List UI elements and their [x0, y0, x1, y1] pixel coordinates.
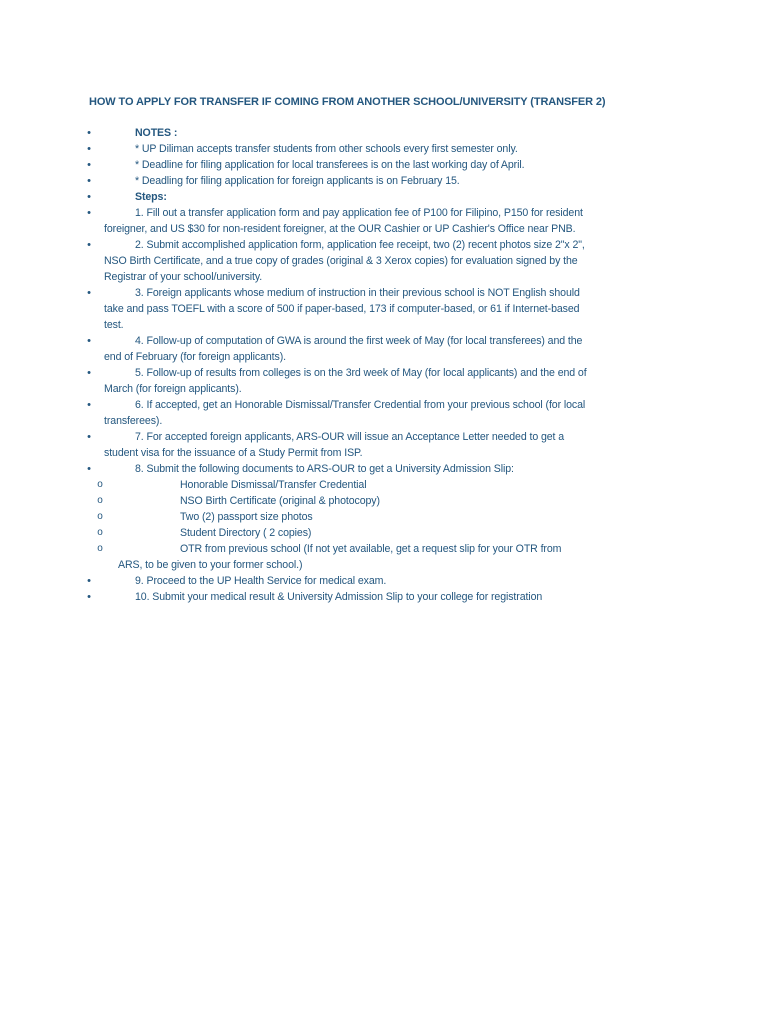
list-item-text: 5. Follow-up of results from colleges is on the 3rd week of May (for local applicants) and the end of March (for foreign applicants).	[104, 367, 587, 395]
list-item-text: 4. Follow-up of computation of GWA is around the first week of May (for local transferees) and the end of February (for foreign applicants).	[104, 335, 583, 363]
sub-list-item	[0, 541, 583, 573]
bullet-icon: •	[87, 159, 91, 171]
bullet-icon: •	[87, 287, 91, 299]
list-item-text: * Deadling for filing application for foreign applicants is on February 15.	[135, 175, 460, 187]
bullet-icon: •	[87, 207, 91, 219]
list-item-text: 6. If accepted, get an Honorable Dismissal/Transfer Credential from your previous school (for local transferees).	[104, 399, 586, 427]
list-item-text: NSO Birth Certificate (original & photocopy)	[180, 495, 380, 507]
list-item-text: 7. For accepted foreign applicants, ARS-OUR will issue an Acceptance Letter needed to get a student visa for the issuance of a Study Permit from ISP.	[104, 431, 565, 459]
circle-bullet-icon: o	[97, 543, 103, 554]
bullet-icon: •	[87, 431, 91, 443]
instruction-list	[0, 125, 768, 605]
list-item	[0, 205, 600, 237]
list-item-text: 10. Submit your medical result & University Admission Slip to your college for registration	[135, 591, 543, 603]
list-item	[0, 237, 600, 285]
sub-list-item	[0, 509, 583, 525]
list-item-text: 9. Proceed to the UP Health Service for medical exam.	[135, 575, 387, 587]
list-item	[0, 365, 600, 397]
list-item-text: 2. Submit accomplished application form, application fee receipt, two (2) recent photos size 2"x 2", NSO Birth Certificate, and a true copy of grades (original & 3 Xerox copies) for evaluation signed by the Registrar of your school/university.	[104, 239, 585, 283]
list-item	[0, 573, 600, 589]
list-item	[0, 285, 600, 333]
list-item	[0, 589, 600, 605]
list-item	[0, 141, 600, 157]
list-item-text: Student Directory ( 2 copies)	[180, 527, 312, 539]
list-item	[0, 397, 600, 429]
circle-bullet-icon: o	[97, 495, 103, 506]
list-item	[0, 333, 600, 365]
sub-list-item	[0, 525, 583, 541]
document-title: HOW TO APPLY FOR TRANSFER IF COMING FROM ANOTHER SCHOOL/UNIVERSITY (TRANSFER 2)	[89, 96, 606, 108]
list-item	[0, 429, 600, 461]
list-item-text: 1. Fill out a transfer application form and pay application fee of P100 for Filipino, P150 for resident foreigner, and US $30 for non-resident foreigner, at the OUR Cashier or UP Cashier's Office near PNB.	[104, 207, 583, 235]
bullet-icon: •	[87, 191, 91, 203]
list-item	[0, 125, 600, 141]
list-item-text: Honorable Dismissal/Transfer Credential	[180, 479, 367, 491]
list-item-text: 8. Submit the following documents to ARS-OUR to get a University Admission Slip:	[135, 463, 514, 475]
bullet-icon: •	[87, 575, 91, 587]
section-heading: Steps:	[135, 191, 167, 203]
sub-list-item	[0, 477, 583, 493]
list-item	[0, 157, 600, 173]
list-item-text: * Deadline for filing application for local transferees is on the last working day of April.	[135, 159, 525, 171]
sub-list-item	[0, 493, 583, 509]
circle-bullet-icon: o	[97, 511, 103, 522]
bullet-icon: •	[87, 399, 91, 411]
bullet-icon: •	[87, 175, 91, 187]
circle-bullet-icon: o	[97, 527, 103, 538]
list-item-text: Two (2) passport size photos	[180, 511, 313, 523]
circle-bullet-icon: o	[97, 479, 103, 490]
list-item	[0, 173, 600, 189]
list-item	[0, 189, 600, 205]
list-item	[0, 461, 600, 477]
bullet-icon: •	[87, 239, 91, 251]
list-item-text: OTR from previous school (If not yet available, get a request slip for your OTR from ARS, to be given to your former school.)	[118, 543, 562, 571]
bullet-icon: •	[87, 367, 91, 379]
bullet-icon: •	[87, 335, 91, 347]
bullet-icon: •	[87, 591, 91, 603]
bullet-icon: •	[87, 127, 91, 139]
list-item-text: * UP Diliman accepts transfer students from other schools every first semester only.	[135, 143, 518, 155]
bullet-icon: •	[87, 463, 91, 475]
bullet-icon: •	[87, 143, 91, 155]
section-heading: NOTES :	[135, 127, 178, 139]
list-item-text: 3. Foreign applicants whose medium of instruction in their previous school is NOT English should take and pass TOEFL with a score of 500 if paper-based, 173 if computer-based, or 61 if Internet-based test.	[104, 287, 580, 331]
